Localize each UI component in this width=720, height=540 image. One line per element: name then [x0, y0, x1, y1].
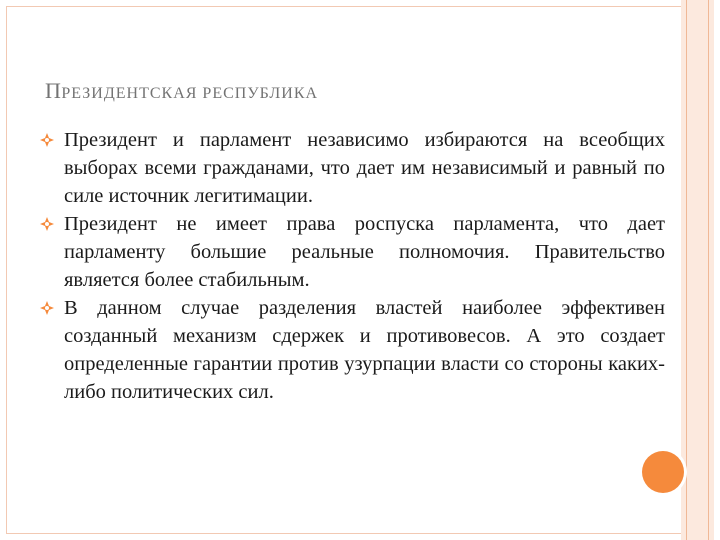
title-rest: РЕЗИДЕНТСКАЯ РЕСПУБЛИКА: [61, 85, 319, 102]
bullet-text: В данном случае разделения властей наиболее эффективен созданный механизм сдержек и противовесов. А это создает определенные гарантии против узурпации власти со стороны каких-либо политических сил.: [64, 297, 665, 403]
decorative-right-stripe: [681, 0, 714, 540]
bullet-text: Президент не имеет права роспуска парламента, что дает парламенту большие реальные полномочия. Правительство является более стабильным.: [64, 213, 665, 291]
orange-circle-decoration: [642, 451, 684, 493]
bullet-text: Президент и парламент независимо избираются на всеобщих выборах всеми гражданами, что дает им независимый и равный по силе источник легитимации.: [64, 129, 665, 207]
slide-title: [45, 78, 318, 104]
bullet-item: [40, 126, 665, 210]
star-bullet-icon: [40, 217, 54, 231]
star-bullet-icon: [40, 133, 54, 147]
star-bullet-icon: [40, 301, 54, 315]
bullet-list: [40, 126, 665, 406]
title-first-letter: П: [45, 78, 62, 103]
bullet-item: [40, 210, 665, 294]
bullet-item: [40, 294, 665, 406]
